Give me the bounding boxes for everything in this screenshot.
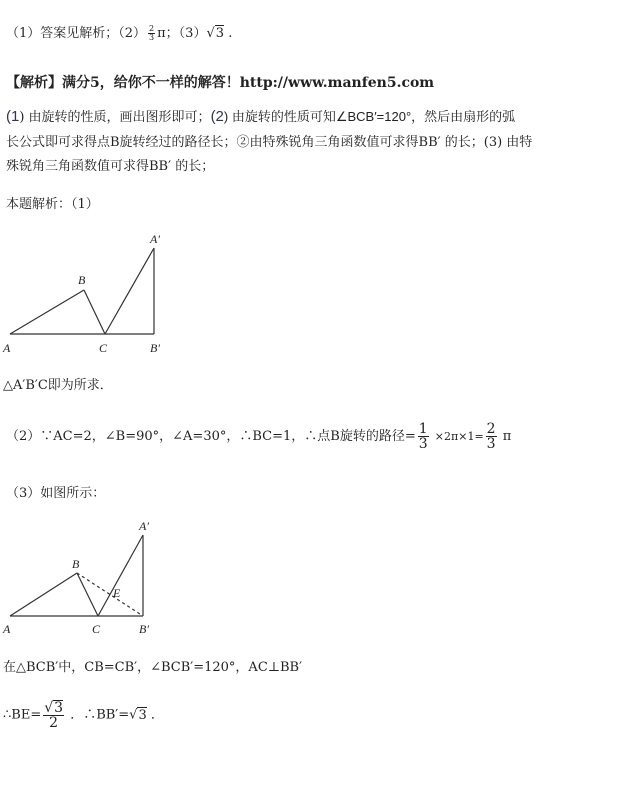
fraction-denominator: 3: [418, 436, 428, 452]
fraction-numerator: 2: [149, 24, 155, 33]
analysis-header: 【解析】满分5，给你不一样的解答！http://www.manfen5.com: [6, 75, 435, 91]
analysis-line-3: 殊锐角三角函数值可求得BB′ 的长；: [6, 159, 215, 174]
part-3-statement: 在△BCB′中，CB=CB′，∠BCB′=120°，AC⊥BB′: [3, 660, 303, 675]
sqrt-value: 3: [54, 700, 64, 716]
fraction-denominator: 2: [49, 715, 59, 731]
figure-1-caption: △A′B′C即为所求．: [3, 378, 113, 393]
label-b-prime: B′: [139, 622, 149, 636]
label-b-prime: B′: [150, 341, 160, 355]
step-marker-2: (2: [210, 108, 224, 125]
fraction-numerator: 1: [418, 421, 428, 437]
line-ab: [10, 573, 77, 616]
fraction-denominator: 3: [149, 33, 155, 42]
result-end: ．: [150, 707, 164, 723]
answer-end: .: [228, 26, 233, 41]
analysis-text: ) 由旋转的性质，画出图形即可；: [19, 110, 211, 125]
answer-text: （1）答案见解析；（2）: [6, 26, 147, 41]
label-a: A: [3, 622, 11, 636]
line-bc: [84, 290, 105, 334]
answer-pi-text: π；（3）: [157, 26, 207, 41]
line-ca1: [98, 535, 143, 616]
label-c: C: [92, 622, 101, 636]
answer-fraction: [148, 25, 155, 42]
part-2-line: [6, 422, 511, 451]
section-1-title: 本题解析：（1）: [6, 197, 99, 212]
answer-line: （1）答案见解析；（2） $\frac{2}{3}$ π；（3）√3 .: [6, 24, 233, 42]
step-marker-1: (1: [6, 108, 20, 125]
answer-sqrt: 3: [215, 26, 225, 41]
label-a-prime: A′: [150, 232, 160, 246]
triangle-figure-1: [0, 228, 200, 360]
label-e: E: [113, 586, 121, 600]
result-prefix: ∴BE=: [3, 707, 42, 723]
analysis-line-1: [6, 106, 515, 125]
label-a-prime: A′: [139, 519, 149, 533]
label-b: B: [78, 273, 86, 287]
label-b: B: [72, 557, 80, 571]
part-2-text: （2）∵AC=2，∠B=90°，∠A=30°，∴BC=1，∴点B旋转的路径=: [6, 429, 416, 444]
part-3-result: ∴BE= $\frac{√3}{2}$ ．∴BB′=√3 ．: [3, 700, 164, 731]
triangle-figure-2: [0, 515, 200, 640]
part-2-pi: π: [502, 429, 512, 444]
analysis-line-2: 长公式即可求得点B旋转经过的路径长；②由特殊锐角三角函数值可求得BB′ 的长；(3) 由特: [6, 135, 533, 150]
part-3-title: （3）如图所示：: [6, 486, 106, 501]
line-ab: [10, 290, 84, 334]
label-a: A: [3, 341, 11, 355]
fraction-numerator: √3: [44, 700, 64, 716]
part-2-fraction-1: [418, 422, 429, 451]
analysis-text: ) 由旋转的性质可知∠BCB′=120°，然后由扇形的弧: [223, 109, 516, 124]
part-2-mid: ×2π×1=: [434, 430, 484, 443]
result-mid: ．∴BB′=: [70, 707, 130, 723]
result-fraction: [43, 700, 64, 730]
label-c: C: [99, 341, 108, 355]
part-2-fraction-2: [486, 422, 497, 451]
fraction-denominator: 3: [486, 436, 496, 452]
fraction-numerator: 2: [486, 421, 496, 437]
result-sqrt: 3: [138, 707, 147, 723]
line-ca1: [105, 248, 154, 334]
